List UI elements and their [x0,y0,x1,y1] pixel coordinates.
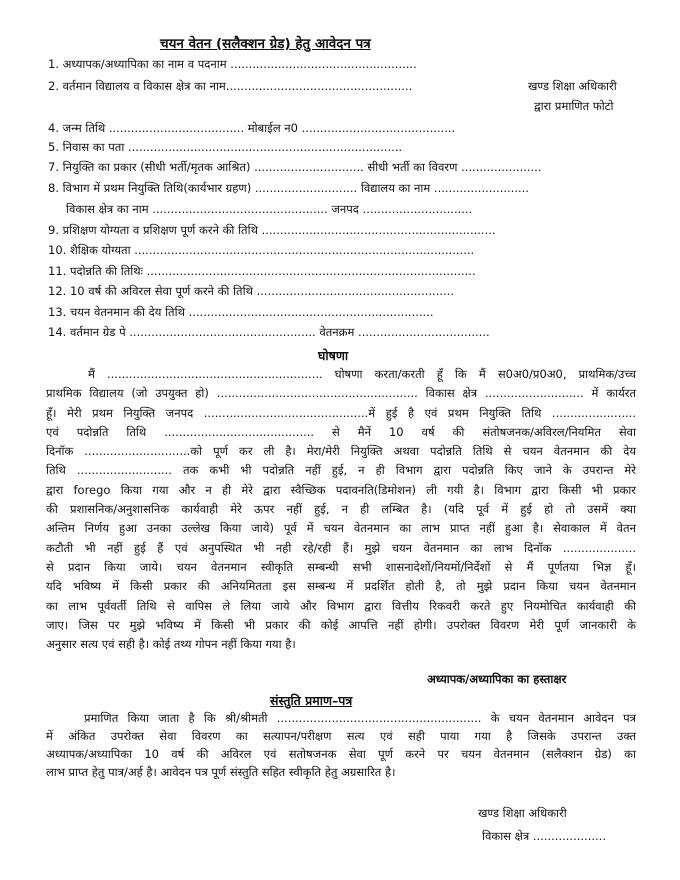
officer-block: विकास क्षेत्र .................... [482,829,606,843]
declaration-line: कटौती भी नहीं हुई हैं एवं अनुपस्थित भी नही रहे/रही हैं। मुझे चयन वेतनमान का लाभ दिनॉक .................... [46,540,636,555]
recommendation-line: अध्यापक/अध्यापिका 10 वर्ष की अविरल एवं सतोषजनक सेवा पूर्ण करने पर चयन वेतनमान (सलैक्शन ग्रेड) का [46,747,636,761]
field-dob-mobile: 4. जन्म तिथि ..................................... मोबाईल न0 .......................................... [48,121,456,135]
form-title: चयन वेतन (सलैक्शन ग्रेड) हेतु आवेदन पत्र [160,36,371,52]
recommendation-text [46,709,636,781]
field-appointment-type: 7. नियुक्ति का प्रकार (सीधी भर्ती/मृतक आश्रित) .............................. सीधी भर्ती का विवरण ...................... [48,160,542,174]
declaration-line: प्राथमिक विद्यालय (जो उपयुक्त हो) ....................................................... विकास क्षेत्र ........................... में कार्यरत [46,386,636,401]
field-first-appointment: 8. विभाग में प्रथम नियुक्ति तिथि(कार्यभार ग्रहण) ............................ विद्यालय का नाम .......................... [48,181,529,195]
field-training: 9. प्रशिक्षण योग्यता व प्रशिक्षण पूर्ण करने की तिथि ................................................................ [48,223,496,237]
declaration-line: से प्रदान किया जाये। चयन वेतनमान स्वीकृति सम्बन्धी सभी शासनादेशों/नियमों/निर्देशों से मैं पूर्णतया भिज्ञ हूँ। [46,559,636,574]
recommendation-line: लाभ प्राप्त हेतु पात्र/अर्ह है। आवेदन पत्र पूर्ण संस्तुति सहित स्वीकृति हेतु अग्रसारित है। [46,765,396,779]
officer-title: खण्ड शिक्षा अधिकारी [478,806,567,820]
field-education: 10. शैक्षिक योग्यता ............................................................................................. [48,243,475,257]
declaration-line: जाए। जिस पर मुझे भविष्य में किसी भी प्रकार की कोई आपत्ति नहीं होगी। उपरोक्त विवरण मेरी पूर्ण जानकारी के [46,617,636,632]
recommendation-line: में अंकित उपरोक्त सेवा विवरण का सत्यापन/परीक्षण सत्य एवं सही पाया गया है जिसके उपरान्त उक्त [46,729,636,743]
recommendation-line: प्रमाणित किया जाता है कि श्री/श्रीमती ........................................................ के चयन वेतनमान आवेदन पत्र [84,711,636,725]
declaration-line: की प्रशासनिक/अनुशासनिक कार्यवाही मेरे ऊपर नहीं हुई, न ही लम्बित है। (यदि पूर्व में हुई हो तो उसमें क्या [46,502,636,517]
field-ten-year-service: 12. 10 वर्ष की अविरल सेवा पूर्ण करने की तिथि ...................................................... [48,284,454,298]
declaration-line: मैं ........................................................... घोषणा करता/करती हूँ कि मैं स0अ0/प्र0अ0, प्राथमिक/उच्च [88,367,636,381]
declaration-line: तिथि .......................... तक कभी भी पदोन्नति नहीं हुई, न ही विभाग द्वारा पदोन्नति किए जाने के उपरान्त मेरे [46,463,636,478]
recommendation-heading: संस्तुति प्रमाण–पत्र [270,693,353,708]
field-promotion-date: 11. पदोन्नति की तिथिः .......................................................................................... [48,264,476,278]
field-block-district: विकास क्षेत्र का नाम ................................................ जनपद .............................. [66,202,473,216]
field-school-block: 2. वर्तमान विद्यालय व विकास क्षेत्र का नाम................................................... [48,79,413,93]
photo-label-officer: खण्ड शिक्षा अधिकारी [528,79,617,93]
declaration-line: अनुसार सत्य एवं सही है। कोई तथ्य गोपन नहीं किया गया है। [46,637,296,652]
declaration-text [46,365,636,654]
declaration-line: हूँ। मेरी प्रथम नियुक्ति जनपद .............................................में हुई है एवं प्रथम नियुक्ति तिथि ....................... [46,405,636,420]
field-teacher-name: 1. अध्यापक/अध्यापिका का नाम व पदनाम ................................................... [48,57,417,71]
field-grade-pay: 14. वर्तमान ग्रेड पे ................................................... वेतनक्रम .................................... [48,325,490,339]
declaration-line: का लाभ पूर्ववर्ती तिथि से वापिस ले लिया जाये और विभाग द्वारा वित्तीय रिकवरी करते हुए नियमोचित कार्यवाही की [46,598,636,613]
declaration-line: यदि भविष्य में किसी प्रकार की अनियमितता इस सम्बन्ध में प्रदर्शित होती है, तो मुझे प्रदान किया चयन वेतनमान [46,579,636,594]
photo-label-attested: द्वारा प्रमाणित फोटो [534,99,614,113]
declaration-line: द्वारा forego किया गया और न ही मेरे द्वारा स्वैच्छिक पदावनति(डिमोशन) ली गयी है। विभाग द्वारा किसी भी प्रकार [46,482,636,497]
declaration-line: अन्तिम निर्णय हुआ उनका उल्लेख किया जाये) पूर्व में चयन वेतनमान का लाभ प्राप्त नहीं हुआ है। सेवाकाल में वेतन [46,521,636,536]
declaration-line: एवं पदोन्नति तिथि ......................................... से मैनें 10 वर्ष की संतोषजनक/अविरल/नियमित सेवा [46,424,636,439]
field-address: 5. निवास का पता ........................................................................... [48,140,403,154]
field-selection-due-date: 13. चयन वेतनमान की देय तिथि ................................................................... [48,305,434,319]
teacher-signature-label: अध्यापक/अध्यापिका का हस्ताक्षर [427,672,567,686]
declaration-heading: घोषणा [318,348,349,363]
declaration-line: दिनॉक .............................को पूर्ण कर ली है। मेरा/मेरी नियुक्ति अथवा पदोन्नति तिथि से चयन वेतनमान की देय [46,444,636,459]
